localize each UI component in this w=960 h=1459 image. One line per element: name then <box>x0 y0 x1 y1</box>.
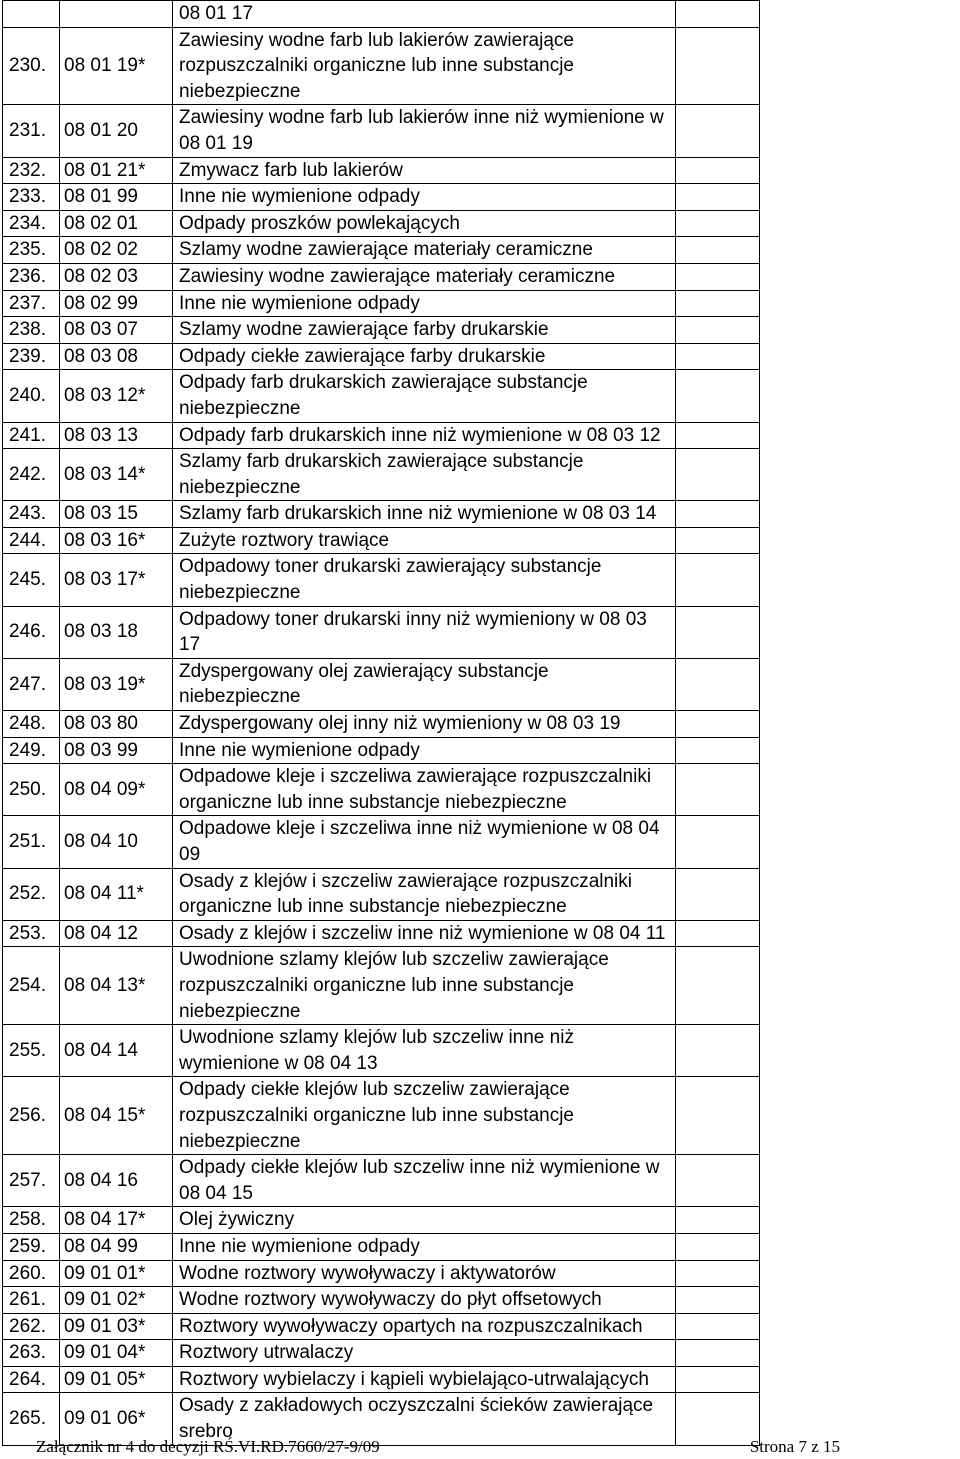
row-number: 232. <box>3 157 60 184</box>
row-number: 251. <box>3 816 60 868</box>
waste-description: Odpadowy toner drukarski inny niż wymieniony w 08 03 17 <box>173 606 676 658</box>
waste-code: 08 02 02 <box>60 237 173 264</box>
waste-code: 08 03 08 <box>60 343 173 370</box>
empty-cell <box>676 868 760 920</box>
waste-code: 08 04 15* <box>60 1077 173 1155</box>
waste-code: 08 03 19* <box>60 658 173 710</box>
table-row <box>3 947 760 1025</box>
row-number: 254. <box>3 947 60 1025</box>
empty-cell <box>676 737 760 764</box>
waste-code: 08 03 80 <box>60 711 173 738</box>
waste-description: Inne nie wymienione odpady <box>173 290 676 317</box>
empty-cell <box>676 237 760 264</box>
footer-page-number: Strona 7 z 15 <box>749 1437 840 1456</box>
waste-codes-table <box>2 0 760 1446</box>
waste-code: 08 03 12* <box>60 370 173 422</box>
row-number: 243. <box>3 501 60 528</box>
table-row <box>3 1207 760 1234</box>
row-number: 235. <box>3 237 60 264</box>
waste-code: 09 01 01* <box>60 1260 173 1287</box>
empty-cell <box>676 1340 760 1367</box>
waste-code: 08 03 15 <box>60 501 173 528</box>
table-row <box>3 1366 760 1393</box>
empty-cell <box>676 210 760 237</box>
empty-cell <box>676 920 760 947</box>
waste-code: 09 01 06* <box>60 1393 173 1445</box>
table-row <box>3 554 760 606</box>
waste-code: 08 04 17* <box>60 1207 173 1234</box>
table-row <box>3 105 760 157</box>
waste-description: Zdyspergowany olej inny niż wymieniony w 08 03 19 <box>173 711 676 738</box>
empty-cell <box>676 449 760 501</box>
empty-cell <box>676 1393 760 1445</box>
waste-description: Roztwory wywoływaczy opartych na rozpuszczalnikach <box>173 1313 676 1340</box>
waste-code: 08 03 07 <box>60 317 173 344</box>
table-row <box>3 210 760 237</box>
table-row <box>3 237 760 264</box>
waste-code: 08 02 01 <box>60 210 173 237</box>
row-number: 237. <box>3 290 60 317</box>
empty-cell <box>676 764 760 816</box>
empty-cell <box>676 157 760 184</box>
waste-code: 08 02 99 <box>60 290 173 317</box>
empty-cell <box>676 501 760 528</box>
row-number: 253. <box>3 920 60 947</box>
table-row <box>3 157 760 184</box>
waste-code: 08 04 09* <box>60 764 173 816</box>
empty-cell <box>676 290 760 317</box>
empty-cell <box>676 816 760 868</box>
empty-cell <box>676 1025 760 1077</box>
table-row <box>3 449 760 501</box>
row-number: 260. <box>3 1260 60 1287</box>
table-row <box>3 27 760 105</box>
row-number: 257. <box>3 1155 60 1207</box>
row-number: 255. <box>3 1025 60 1077</box>
table-row <box>3 422 760 449</box>
row-number: 250. <box>3 764 60 816</box>
waste-description: Wodne roztwory wywoływaczy do płyt offsetowych <box>173 1287 676 1314</box>
row-number: 259. <box>3 1233 60 1260</box>
waste-code: 08 01 19* <box>60 27 173 105</box>
waste-description: Inne nie wymienione odpady <box>173 184 676 211</box>
empty-cell <box>676 317 760 344</box>
table-row <box>3 816 760 868</box>
waste-description: Szlamy wodne zawierające materiały ceramiczne <box>173 237 676 264</box>
empty-cell <box>676 711 760 738</box>
empty-cell <box>676 1077 760 1155</box>
waste-description: Osady z klejów i szczeliw zawierające rozpuszczalniki organiczne lub inne substancje niebezpieczne <box>173 868 676 920</box>
row-number: 245. <box>3 554 60 606</box>
table-row <box>3 1077 760 1155</box>
waste-description: Osady z klejów i szczeliw inne niż wymienione w 08 04 11 <box>173 920 676 947</box>
waste-table-body <box>3 1 760 1446</box>
waste-code: 08 04 99 <box>60 1233 173 1260</box>
row-number: 236. <box>3 263 60 290</box>
waste-description: Zużyte roztwory trawiące <box>173 527 676 554</box>
row-number: 240. <box>3 370 60 422</box>
table-row <box>3 920 760 947</box>
empty-cell <box>676 606 760 658</box>
row-number: 252. <box>3 868 60 920</box>
waste-description: 08 01 17 <box>173 1 676 28</box>
empty-cell <box>676 422 760 449</box>
waste-code: 08 03 14* <box>60 449 173 501</box>
table-row <box>3 184 760 211</box>
waste-code: 08 03 18 <box>60 606 173 658</box>
waste-code: 08 04 13* <box>60 947 173 1025</box>
row-number: 244. <box>3 527 60 554</box>
empty-cell <box>676 1366 760 1393</box>
row-number: 262. <box>3 1313 60 1340</box>
row-number: 261. <box>3 1287 60 1314</box>
table-row <box>3 1025 760 1077</box>
waste-description: Szlamy farb drukarskich inne niż wymienione w 08 03 14 <box>173 501 676 528</box>
waste-description: Zawiesiny wodne zawierające materiały ceramiczne <box>173 263 676 290</box>
table-row <box>3 658 760 710</box>
row-number: 263. <box>3 1340 60 1367</box>
empty-cell <box>676 1 760 28</box>
table-row <box>3 1260 760 1287</box>
row-number: 233. <box>3 184 60 211</box>
waste-description: Wodne roztwory wywoływaczy i aktywatorów <box>173 1260 676 1287</box>
empty-cell <box>676 1233 760 1260</box>
empty-cell <box>676 343 760 370</box>
table-row <box>3 501 760 528</box>
waste-description: Odpady ciekłe klejów lub szczeliw zawierające rozpuszczalniki organiczne lub inne substancje niebezpieczne <box>173 1077 676 1155</box>
empty-cell <box>676 1260 760 1287</box>
table-row <box>3 317 760 344</box>
waste-description: Uwodnione szlamy klejów lub szczeliw zawierające rozpuszczalniki organiczne lub inne substancje niebezpieczne <box>173 947 676 1025</box>
waste-description: Zawiesiny wodne farb lub lakierów inne niż wymienione w 08 01 19 <box>173 105 676 157</box>
waste-code: 09 01 05* <box>60 1366 173 1393</box>
table-row <box>3 527 760 554</box>
table-row <box>3 737 760 764</box>
empty-cell <box>676 527 760 554</box>
row-number <box>3 1 60 28</box>
empty-cell <box>676 263 760 290</box>
waste-code: 08 01 21* <box>60 157 173 184</box>
waste-description: Szlamy farb drukarskich zawierające substancje niebezpieczne <box>173 449 676 501</box>
table-row <box>3 764 760 816</box>
empty-cell <box>676 1207 760 1234</box>
waste-description: Osady z zakładowych oczyszczalni ścieków zawierające srebro <box>173 1393 676 1445</box>
waste-description: Szlamy wodne zawierające farby drukarskie <box>173 317 676 344</box>
row-number: 249. <box>3 737 60 764</box>
table-row <box>3 290 760 317</box>
table-row <box>3 1287 760 1314</box>
waste-code: 08 04 10 <box>60 816 173 868</box>
row-number: 234. <box>3 210 60 237</box>
empty-cell <box>676 1313 760 1340</box>
row-number: 265. <box>3 1393 60 1445</box>
empty-cell <box>676 658 760 710</box>
table-row <box>3 1155 760 1207</box>
empty-cell <box>676 1155 760 1207</box>
waste-code: 08 03 16* <box>60 527 173 554</box>
waste-description: Odpadowy toner drukarski zawierający substancje niebezpieczne <box>173 554 676 606</box>
empty-cell <box>676 554 760 606</box>
waste-code: 08 02 03 <box>60 263 173 290</box>
waste-code: 09 01 03* <box>60 1313 173 1340</box>
waste-code: 09 01 02* <box>60 1287 173 1314</box>
table-row <box>3 1233 760 1260</box>
row-number: 241. <box>3 422 60 449</box>
waste-code: 08 03 13 <box>60 422 173 449</box>
waste-code: 08 03 17* <box>60 554 173 606</box>
row-number: 238. <box>3 317 60 344</box>
table-row <box>3 263 760 290</box>
waste-description: Inne nie wymienione odpady <box>173 737 676 764</box>
waste-description: Odpady ciekłe klejów lub szczeliw inne niż wymienione w 08 04 15 <box>173 1155 676 1207</box>
waste-description: Zdyspergowany olej zawierający substancje niebezpieczne <box>173 658 676 710</box>
table-row <box>3 370 760 422</box>
empty-cell <box>676 370 760 422</box>
table-row <box>3 343 760 370</box>
waste-description: Odpady ciekłe zawierające farby drukarskie <box>173 343 676 370</box>
waste-description: Roztwory utrwalaczy <box>173 1340 676 1367</box>
waste-description: Odpadowe kleje i szczeliwa inne niż wymienione w 08 04 09 <box>173 816 676 868</box>
waste-description: Roztwory wybielaczy i kąpieli wybielająco-utrwalających <box>173 1366 676 1393</box>
row-number: 239. <box>3 343 60 370</box>
waste-description: Zawiesiny wodne farb lub lakierów zawierające rozpuszczalniki organiczne lub inne substancje niebezpieczne <box>173 27 676 105</box>
table-row <box>3 1340 760 1367</box>
row-number: 248. <box>3 711 60 738</box>
waste-description: Odpady farb drukarskich zawierające substancje niebezpieczne <box>173 370 676 422</box>
waste-code: 08 01 20 <box>60 105 173 157</box>
row-number: 264. <box>3 1366 60 1393</box>
waste-description: Odpadowe kleje i szczeliwa zawierające rozpuszczalniki organiczne lub inne substancje niebezpieczne <box>173 764 676 816</box>
waste-description: Zmywacz farb lub lakierów <box>173 157 676 184</box>
waste-code: 08 03 99 <box>60 737 173 764</box>
row-number: 247. <box>3 658 60 710</box>
table-row <box>3 868 760 920</box>
waste-description: Olej żywiczny <box>173 1207 676 1234</box>
waste-code: 08 04 14 <box>60 1025 173 1077</box>
table-row <box>3 606 760 658</box>
row-number: 246. <box>3 606 60 658</box>
table-row <box>3 1313 760 1340</box>
row-number: 256. <box>3 1077 60 1155</box>
waste-code: 08 01 99 <box>60 184 173 211</box>
empty-cell <box>676 27 760 105</box>
table-row <box>3 1 760 28</box>
empty-cell <box>676 184 760 211</box>
waste-code <box>60 1 173 28</box>
empty-cell <box>676 947 760 1025</box>
waste-code: 08 04 12 <box>60 920 173 947</box>
row-number: 258. <box>3 1207 60 1234</box>
table-row <box>3 711 760 738</box>
row-number: 231. <box>3 105 60 157</box>
row-number: 230. <box>3 27 60 105</box>
waste-description: Odpady farb drukarskich inne niż wymienione w 08 03 12 <box>173 422 676 449</box>
waste-code: 08 04 16 <box>60 1155 173 1207</box>
empty-cell <box>676 1287 760 1314</box>
row-number: 242. <box>3 449 60 501</box>
waste-code: 09 01 04* <box>60 1340 173 1367</box>
waste-description: Odpady proszków powlekających <box>173 210 676 237</box>
waste-code: 08 04 11* <box>60 868 173 920</box>
empty-cell <box>676 105 760 157</box>
waste-description: Inne nie wymienione odpady <box>173 1233 676 1260</box>
footer-document-reference: Załącznik nr 4 do decyzji RŚ.VI.RD.7660/27-9/09 <box>36 1437 380 1456</box>
waste-description: Uwodnione szlamy klejów lub szczeliw inne niż wymienione w 08 04 13 <box>173 1025 676 1077</box>
